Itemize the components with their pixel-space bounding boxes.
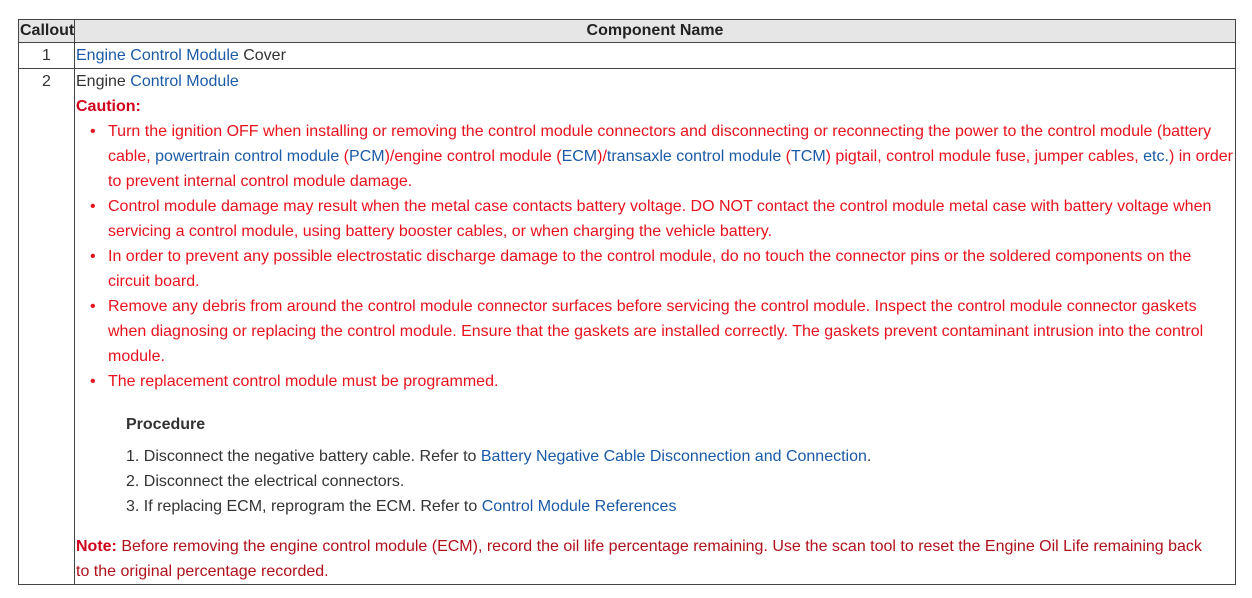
procedure-step: 2. Disconnect the electrical connectors. (126, 473, 405, 490)
caution-text: ) in order to prevent internal control module damage. (108, 148, 1233, 190)
etc-abbrev-link[interactable]: etc. (1143, 148, 1169, 165)
procedure-step (126, 494, 1234, 519)
caution-label: Caution: (76, 98, 141, 115)
tcm-definition-link[interactable]: transaxle control module (606, 148, 782, 165)
table-row (19, 69, 1236, 585)
component-name-prefix: Engine (76, 73, 131, 90)
caution-item (108, 119, 1234, 194)
tcm-abbrev-link[interactable]: TCM (791, 148, 826, 165)
callout-number: 1 (19, 43, 75, 69)
caution-item: • The replacement control module must be programmed. (108, 369, 1234, 394)
ecm-abbrev-link[interactable]: ECM (561, 148, 598, 165)
step-text: 3. If replacing ECM, reprogram the ECM. Refer to (126, 498, 482, 515)
table-row (19, 43, 1236, 69)
components-table (18, 19, 1236, 585)
component-detail-cell (75, 69, 1236, 585)
caution-text: ) pigtail, control module fuse, jumper cables, (825, 148, 1144, 165)
header-component-name: Component Name (75, 20, 1236, 43)
caution-item: • Remove any debris from around the control module connector surfaces before servicing the control module. Inspect the control module connector gaskets when diagnosing or replacing the control module. Ensure that the gaskets are installed correctly. The gaskets prevent contaminant intrusion into the control module. (108, 294, 1234, 369)
caution-text: Turn the ignition OFF when installing or removing the control module connectors and disconnecting or reconnecting the power to the control module (battery cable, (108, 123, 1212, 165)
step-text: 1. Disconnect the negative battery cable. Refer to (126, 448, 481, 465)
callout-number: 2 (19, 69, 75, 585)
components-table-container (18, 19, 1236, 585)
note-text: Before removing the engine control module (ECM), record the oil life percentage remaining. Use the scan tool to reset the Engine Oil Life remaining back to the original percentage recorded. (76, 538, 1202, 580)
table-header-row (19, 20, 1236, 43)
header-callout: Callout (19, 20, 75, 43)
note-block (76, 534, 1234, 584)
caution-item: • Control module damage may result when the metal case contacts battery voltage. DO NOT contact the control module metal case with battery voltage when servicing a control module, using battery booster cables, or when charging the vehicle battery. (108, 194, 1234, 244)
caution-text: ( (781, 148, 791, 165)
step-text-end: . (866, 448, 872, 465)
procedure-heading: Procedure (126, 416, 206, 433)
caution-text: )/engine control module ( (384, 148, 562, 165)
component-name-suffix: Cover (238, 47, 286, 64)
control-module-link[interactable]: Control Module (130, 73, 239, 90)
caution-item: • In order to prevent any possible electrostatic discharge damage to the control module, do no touch the connector pins or the soldered components on the circuit board. (108, 244, 1234, 294)
control-module-references-link[interactable]: Control Module References (481, 498, 677, 515)
pcm-abbrev-link[interactable]: PCM (349, 148, 385, 165)
note-label: Note: (76, 538, 117, 555)
caution-list (76, 119, 1234, 394)
engine-control-module-link[interactable]: Engine Control Module (76, 47, 239, 64)
battery-negative-cable-link[interactable]: Battery Negative Cable Disconnection and Connection (480, 448, 867, 465)
procedure-step (126, 444, 1234, 469)
procedure-steps (76, 444, 1234, 519)
caution-text: ( (339, 148, 350, 165)
caution-text: )/ (597, 148, 607, 165)
component-name-cell (75, 43, 1236, 69)
pcm-definition-link[interactable]: powertrain control module (155, 148, 340, 165)
component-name (76, 69, 1234, 94)
